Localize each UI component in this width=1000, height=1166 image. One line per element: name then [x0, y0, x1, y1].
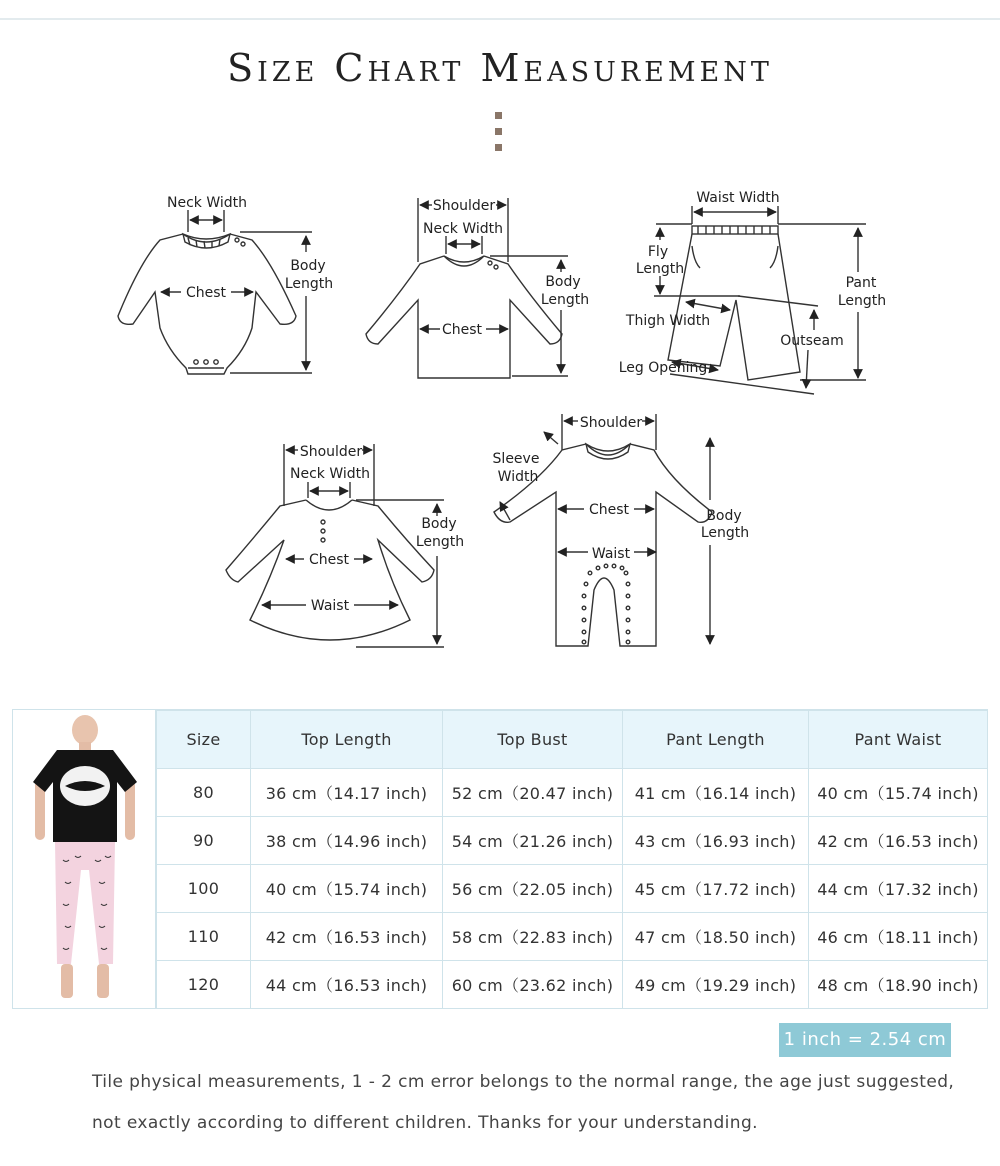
label-top-neck-width: Neck Width — [422, 221, 504, 237]
label-pants-length: Length — [837, 293, 887, 309]
label-dress-length: Length — [415, 534, 465, 550]
cell-top-bust: 52 cm（20.47 inch) — [443, 769, 623, 817]
cell-size: 80 — [157, 769, 251, 817]
cell-top-length: 42 cm（16.53 inch) — [251, 913, 443, 961]
cell-top-length: 40 cm（15.74 inch) — [251, 865, 443, 913]
header-top-length: Top Length — [251, 711, 443, 769]
cell-pant-length: 41 cm（16.14 inch) — [623, 769, 809, 817]
table-row — [157, 817, 988, 865]
cell-pant-waist: 40 cm（15.74 inch) — [809, 769, 988, 817]
label-bodysuit-neck-width: Neck Width — [166, 195, 248, 211]
child-outfit-image — [13, 710, 156, 1008]
label-dress-body: Body — [421, 516, 457, 532]
header-pant-length: Pant Length — [623, 711, 809, 769]
header-pant-waist: Pant Waist — [809, 711, 988, 769]
label-dress-chest: Chest — [308, 552, 350, 568]
label-pants-waist-width: Waist Width — [696, 190, 780, 206]
size-table — [12, 709, 988, 1009]
label-romper-length: Length — [700, 525, 750, 541]
label-pants-fly: Fly — [647, 244, 669, 260]
label-top-body: Body — [545, 274, 581, 290]
cell-pant-length: 47 cm（18.50 inch) — [623, 913, 809, 961]
cell-pant-waist: 44 cm（17.32 inch) — [809, 865, 988, 913]
label-dress-neck-width: Neck Width — [289, 466, 371, 482]
table-row — [157, 769, 988, 817]
header-top-bust: Top Bust — [443, 711, 623, 769]
label-pants-leg-opening: Leg Opening — [618, 360, 708, 376]
label-top-chest: Chest — [441, 322, 483, 338]
cell-top-bust: 60 cm（23.62 inch) — [443, 961, 623, 1009]
cell-top-length: 38 cm（14.96 inch) — [251, 817, 443, 865]
size-data-table — [156, 710, 988, 1009]
cell-pant-waist: 48 cm（18.90 inch) — [809, 961, 988, 1009]
unit-conversion-badge: 1 inch = 2.54 cm — [779, 1023, 951, 1057]
note-line-2: not exactly according to different children. Thanks for your understanding. — [92, 1113, 758, 1133]
header-size: Size — [157, 711, 251, 769]
label-pants-thigh-width: Thigh Width — [625, 313, 711, 329]
table-row — [157, 913, 988, 961]
cell-size: 120 — [157, 961, 251, 1009]
romper-diagram — [494, 414, 712, 646]
label-top-length: Length — [540, 292, 590, 308]
label-romper-waist: Waist — [591, 546, 631, 562]
cell-pant-length: 45 cm（17.72 inch) — [623, 865, 809, 913]
cell-top-bust: 56 cm（22.05 inch) — [443, 865, 623, 913]
label-bodysuit-length: Length — [284, 276, 334, 292]
cell-size: 110 — [157, 913, 251, 961]
page-title: Size Chart Measurement — [227, 46, 773, 90]
cell-top-length: 36 cm（14.17 inch) — [251, 769, 443, 817]
label-pants-pant: Pant — [845, 275, 877, 291]
label-romper-body: Body — [706, 508, 742, 524]
label-romper-chest: Chest — [588, 502, 630, 518]
cell-pant-length: 49 cm（19.29 inch) — [623, 961, 809, 1009]
label-dress-waist: Waist — [310, 598, 350, 614]
table-row — [157, 865, 988, 913]
cell-top-bust: 54 cm（21.26 inch) — [443, 817, 623, 865]
cell-pant-waist: 46 cm（18.11 inch) — [809, 913, 988, 961]
cell-size: 100 — [157, 865, 251, 913]
label-romper-sleeve: Sleeve — [492, 451, 540, 467]
label-dress-shoulder: Shoulder — [299, 444, 363, 460]
cell-top-length: 44 cm（16.53 inch) — [251, 961, 443, 1009]
table-header-row — [157, 711, 988, 769]
label-pants-fly-length: Length — [635, 261, 685, 277]
cell-pant-waist: 42 cm（16.53 inch) — [809, 817, 988, 865]
cell-size: 90 — [157, 817, 251, 865]
cell-top-bust: 58 cm（22.83 inch) — [443, 913, 623, 961]
label-romper-shoulder: Shoulder — [579, 415, 643, 431]
cell-pant-length: 43 cm（16.93 inch) — [623, 817, 809, 865]
label-romper-width: Width — [497, 469, 539, 485]
table-row — [157, 961, 988, 1009]
product-photo — [13, 710, 156, 1008]
label-top-shoulder: Shoulder — [432, 198, 496, 214]
label-bodysuit-body: Body — [290, 258, 326, 274]
label-pants-outseam: Outseam — [780, 333, 844, 349]
note-line-1: Tile physical measurements, 1 - 2 cm error belongs to the normal range, the age just suggested, — [92, 1072, 955, 1092]
label-bodysuit-chest: Chest — [185, 285, 227, 301]
